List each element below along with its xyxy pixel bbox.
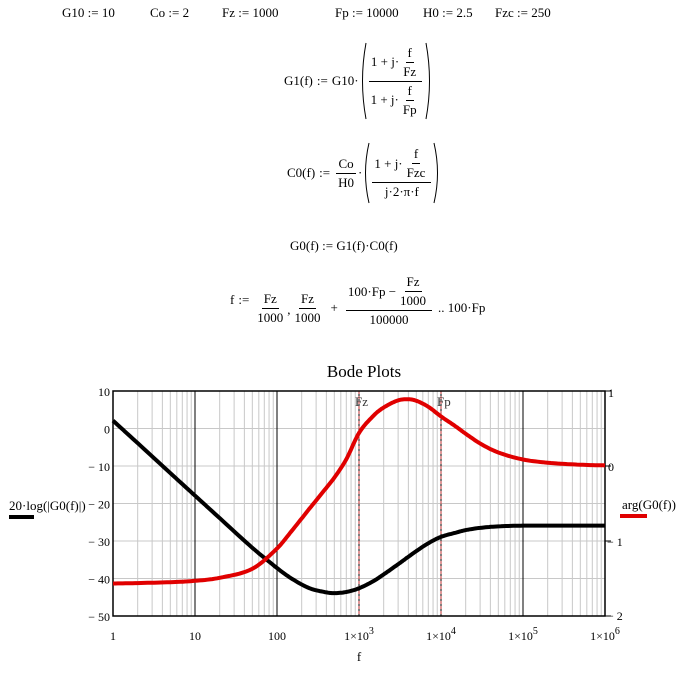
left-axis-label: 20·log(|G0(f)|) bbox=[9, 498, 86, 513]
right-paren bbox=[433, 142, 441, 204]
left-paren bbox=[359, 42, 367, 120]
chart-title: Bode Plots bbox=[326, 362, 402, 381]
bode-plot-chart[interactable] bbox=[0, 355, 687, 700]
assign-op: := bbox=[319, 165, 331, 180]
left-tick-label: − 10 bbox=[88, 460, 110, 474]
right-tick-label: − 1 bbox=[607, 535, 623, 549]
left-tick-label: − 40 bbox=[88, 572, 110, 587]
c0-fraction: 1 + j· $\frac{f}{\text{Fzc}}$ j·2·π·f bbox=[372, 146, 431, 200]
definition-g10[interactable]: G10 := 10 bbox=[62, 5, 115, 20]
x-tick-label: $1\times 10^5$ bbox=[508, 626, 538, 643]
x-tick-label: $1\times 10^3$ bbox=[344, 626, 374, 643]
marker-label-fz: Fz bbox=[355, 394, 368, 409]
left-tick-label: 10 bbox=[98, 385, 110, 399]
assign-op: := bbox=[316, 73, 328, 88]
equation-c0[interactable]: C0(f) := $\frac{Co}{H0}$ · 1 + j· $\frac{f}{\text{Fzc}}$ j·2·π·f bbox=[287, 143, 441, 203]
definition-fz[interactable]: Fz := 1000 bbox=[222, 5, 279, 20]
left-paren bbox=[362, 142, 370, 204]
equation-g0[interactable]: G0(f) := G1(f)·C0(f) bbox=[290, 238, 398, 253]
right-tick-label: 0 bbox=[608, 460, 614, 474]
left-tick-label: − 50 bbox=[88, 610, 110, 624]
left-tick-label: − 30 bbox=[88, 535, 110, 549]
right-tick-label: − 2 bbox=[607, 609, 623, 623]
right-axis-label: arg(G0(f)) bbox=[622, 497, 676, 512]
equation-g1[interactable] bbox=[284, 42, 433, 120]
g1-factor: G10· bbox=[331, 73, 359, 88]
right-paren bbox=[425, 42, 433, 120]
x-axis-label: f bbox=[356, 649, 362, 664]
x-tick-label: 10 bbox=[189, 629, 201, 643]
c0-constant-fraction: $\frac{Co}{H0}$ bbox=[338, 155, 355, 190]
definition-h0[interactable]: H0 := 2.5 bbox=[423, 5, 473, 20]
definition-fp[interactable]: Fp := 10000 bbox=[335, 5, 399, 20]
left-tick-label: 0 bbox=[104, 422, 110, 437]
marker-label-fp: Fp bbox=[437, 394, 451, 409]
definition-fzc[interactable]: Fzc := 250 bbox=[495, 5, 551, 20]
x-tick-label: 100 bbox=[268, 629, 286, 643]
g1-lhs: G1(f) bbox=[284, 73, 313, 88]
x-tick-label: $1\times 10^4$ bbox=[426, 626, 456, 643]
definition-co[interactable]: Co := 2 bbox=[150, 5, 190, 20]
g1-fraction: 1 + j· $\frac{f}{Fz}$ 1 + j· $\frac{f}{Fp}$ bbox=[369, 45, 423, 118]
left-tick-label: − 20 bbox=[88, 497, 110, 512]
c0-lhs: C0(f) bbox=[287, 165, 316, 180]
x-tick-label: 1 bbox=[110, 629, 116, 643]
x-tick-label: $1\times 10^6$ bbox=[590, 626, 620, 643]
equation-f-range[interactable]: f := $\frac{Fz}{1000}$ , $\frac{Fz}{1000}$ + 100·Fp − $\frac{Fz}{1000}$ 100000 .. 100·Fp bbox=[230, 274, 486, 327]
right-tick-label: 1 bbox=[608, 386, 614, 400]
